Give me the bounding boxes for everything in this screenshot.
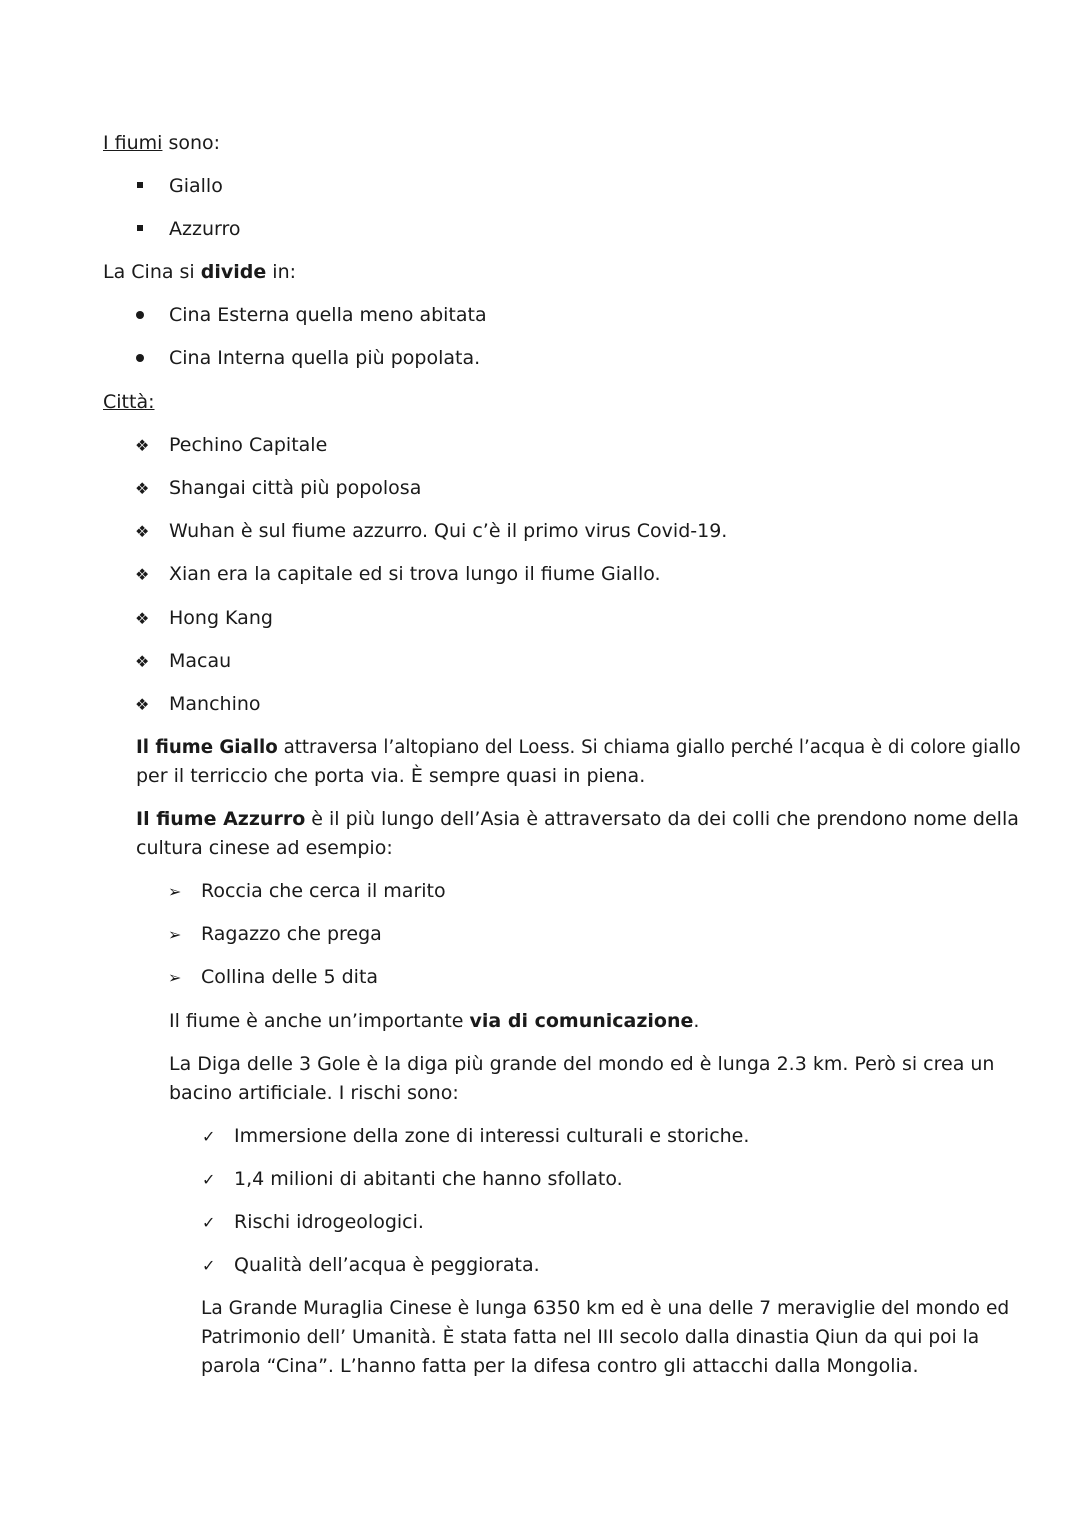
arrow-bullet-icon: ➢ xyxy=(168,882,182,901)
check-bullet-icon: ✓ xyxy=(202,1170,216,1189)
communication-line xyxy=(169,1007,699,1036)
giallo-line1: attraversa l’altopiano del Loess. Si chiama giallo perché l’acqua è di colore giallo xyxy=(277,737,1021,758)
list-item: Rischi idrogeologici. xyxy=(234,1211,424,1233)
diamond-bullet-icon: ❖ xyxy=(135,652,150,671)
list-item: Collina delle 5 dita xyxy=(201,966,379,988)
list-item: Ragazzo che prega xyxy=(201,923,382,945)
list-item: Giallo xyxy=(169,175,223,197)
list-item: 1,4 milioni di abitanti che hanno sfollato. xyxy=(234,1168,623,1190)
wall-paragraph-line: Patrimonio dell’ Umanità. È stata fatta nel III secolo dalla dinastia Qiun da qui poi la xyxy=(201,1327,980,1348)
list-item: Shangai città più popolosa xyxy=(169,477,422,499)
azzurro-paragraph-line xyxy=(136,805,1019,834)
diamond-bullet-icon: ❖ xyxy=(135,609,150,628)
check-bullet-icon: ✓ xyxy=(202,1127,216,1146)
list-item: Cina Interna quella più popolata. xyxy=(169,347,481,369)
azzurro-paragraph-line: cultura cinese ad esempio: xyxy=(136,837,393,859)
round-bullet-icon xyxy=(136,354,144,362)
round-bullet-icon xyxy=(136,311,144,319)
dam-paragraph-line: La Diga delle 3 Gole è la diga più grande del mondo ed è lunga 2.3 km. Però si crea un xyxy=(169,1053,995,1075)
check-bullet-icon: ✓ xyxy=(202,1213,216,1232)
diamond-bullet-icon: ❖ xyxy=(135,522,150,541)
list-item: Azzurro xyxy=(169,218,241,240)
list-item: Macau xyxy=(169,650,232,672)
rivers-heading-rest: sono: xyxy=(162,132,221,154)
communication-pre: Il fiume è anche un’importante xyxy=(169,1010,470,1032)
square-bullet-icon xyxy=(137,225,143,231)
square-bullet-icon xyxy=(137,182,143,188)
dam-paragraph-line: bacino artificiale. I rischi sono: xyxy=(169,1082,459,1104)
division-pre: La Cina si xyxy=(103,261,201,283)
list-item: Hong Kang xyxy=(169,607,273,629)
communication-bold: via di comunicazione xyxy=(469,1010,694,1032)
list-item: Cina Esterna quella meno abitata xyxy=(169,304,487,326)
list-item: Immersione della zone di interessi culturali e storiche. xyxy=(234,1125,750,1147)
division-post: in: xyxy=(266,261,297,283)
check-bullet-icon: ✓ xyxy=(202,1256,216,1275)
arrow-bullet-icon: ➢ xyxy=(168,925,182,944)
azzurro-line1: è il più lungo dell’Asia è attraversato da dei colli che prendono nome della xyxy=(305,808,1019,830)
diamond-bullet-icon: ❖ xyxy=(135,479,150,498)
giallo-bold: Il fiume Giallo xyxy=(136,737,278,758)
diamond-bullet-icon: ❖ xyxy=(135,695,150,714)
wall-paragraph-line: parola “Cina”. L’hanno fatta per la difesa contro gli attacchi dalla Mongolia. xyxy=(201,1355,919,1377)
rivers-heading xyxy=(103,129,220,158)
division-heading xyxy=(103,258,296,287)
communication-post: . xyxy=(693,1010,700,1032)
division-bold: divide xyxy=(200,261,267,283)
diamond-bullet-icon: ❖ xyxy=(135,436,150,455)
rivers-heading-underlined: I fiumi xyxy=(103,132,163,154)
diamond-bullet-icon: ❖ xyxy=(135,565,150,584)
list-item: Qualità dell’acqua è peggiorata. xyxy=(234,1254,540,1276)
giallo-paragraph-line: per il terriccio che porta via. È sempre quasi in piena. xyxy=(136,765,646,787)
azzurro-bold: Il fiume Azzurro xyxy=(136,808,306,830)
list-item: Pechino Capitale xyxy=(169,434,328,456)
giallo-paragraph-line xyxy=(136,733,1021,762)
wall-paragraph-line: La Grande Muraglia Cinese è lunga 6350 km ed è una delle 7 meraviglie del mondo ed xyxy=(201,1298,1010,1319)
list-item: Roccia che cerca il marito xyxy=(201,880,446,902)
list-item: Xian era la capitale ed si trova lungo il fiume Giallo. xyxy=(169,563,661,585)
list-item: Wuhan è sul fiume azzurro. Qui c’è il primo virus Covid-19. xyxy=(169,520,728,542)
cities-heading: Città: xyxy=(103,391,155,413)
list-item: Manchino xyxy=(169,693,261,715)
arrow-bullet-icon: ➢ xyxy=(168,968,182,987)
